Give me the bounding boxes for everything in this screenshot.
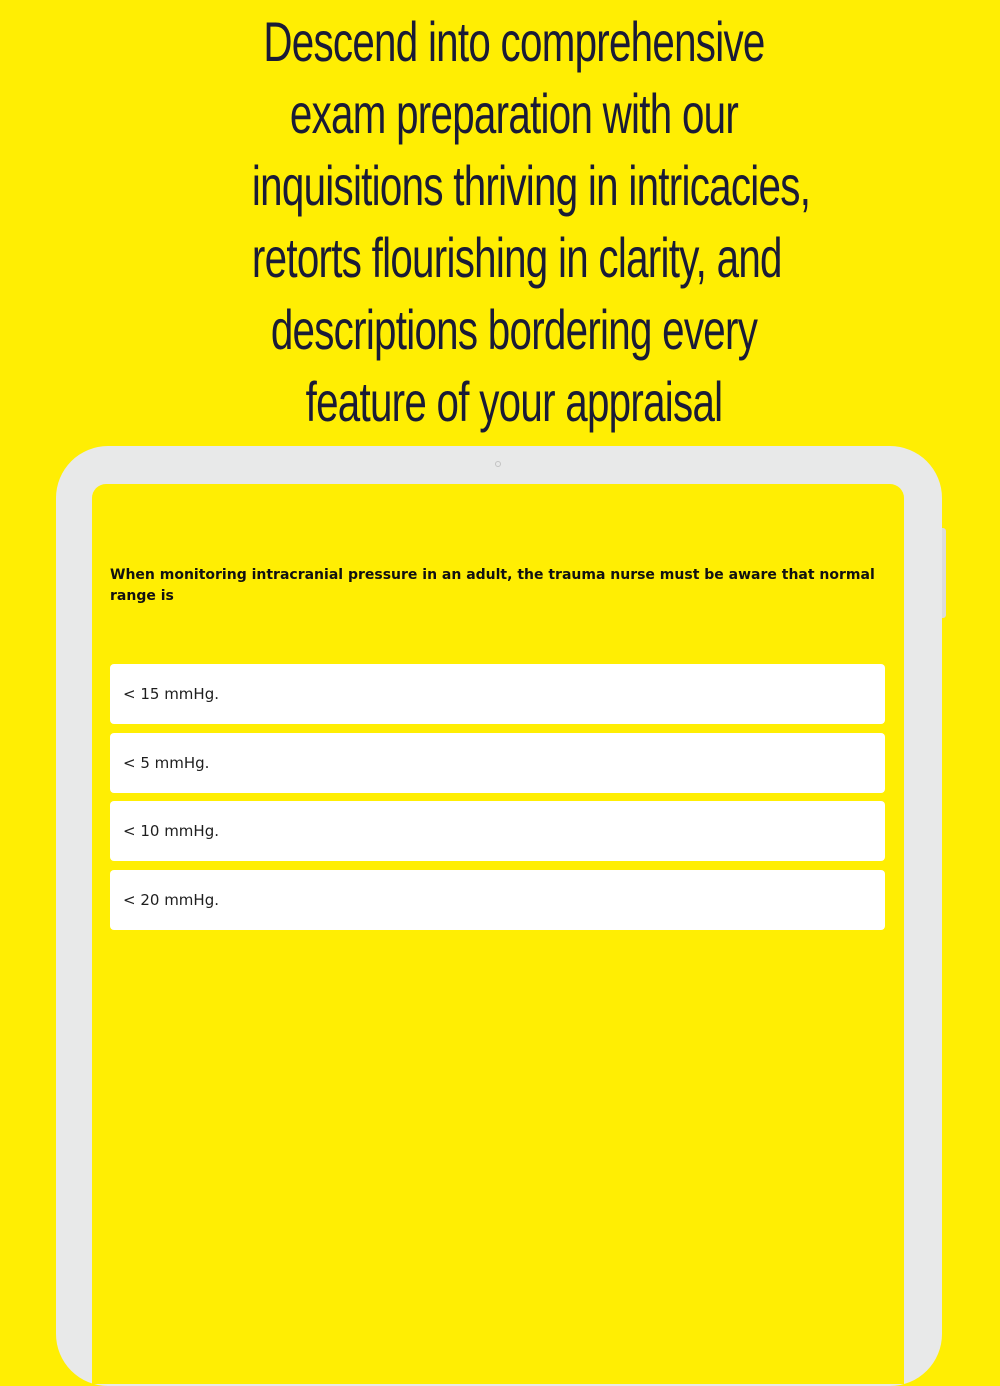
- headline-line: inquisitions thriving in intricacies,: [251, 154, 811, 217]
- tablet-side-button: [942, 528, 946, 618]
- answer-option-2[interactable]: [110, 733, 885, 793]
- headline-line: feature of your appraisal: [305, 370, 723, 433]
- answer-options: [110, 664, 885, 938]
- answer-option-4[interactable]: [110, 870, 885, 930]
- answer-option-label: < 5 mmHg.: [123, 753, 210, 772]
- answer-option-3[interactable]: [110, 801, 885, 861]
- answer-option-label: < 15 mmHg.: [123, 685, 219, 703]
- front-camera-icon: [495, 461, 501, 467]
- answer-option-label: < 10 mmHg.: [123, 822, 219, 840]
- headline-line: retorts flourishing in clarity, and: [251, 226, 782, 289]
- tablet-screen: [92, 484, 904, 1384]
- question-text: When monitoring intracranial pressure in an adult, the trauma nurse must be aware that normal range is: [110, 567, 875, 604]
- answer-option-label: < 20 mmHg.: [123, 890, 219, 909]
- headline-line: Descend into comprehensive: [263, 10, 765, 73]
- headline-line: exam preparation with our: [289, 82, 739, 145]
- headline-line: descriptions bordering every: [270, 298, 758, 361]
- answer-option-1[interactable]: [110, 664, 885, 724]
- tablet-frame: [56, 446, 942, 1386]
- promo-headline: [251, 6, 811, 438]
